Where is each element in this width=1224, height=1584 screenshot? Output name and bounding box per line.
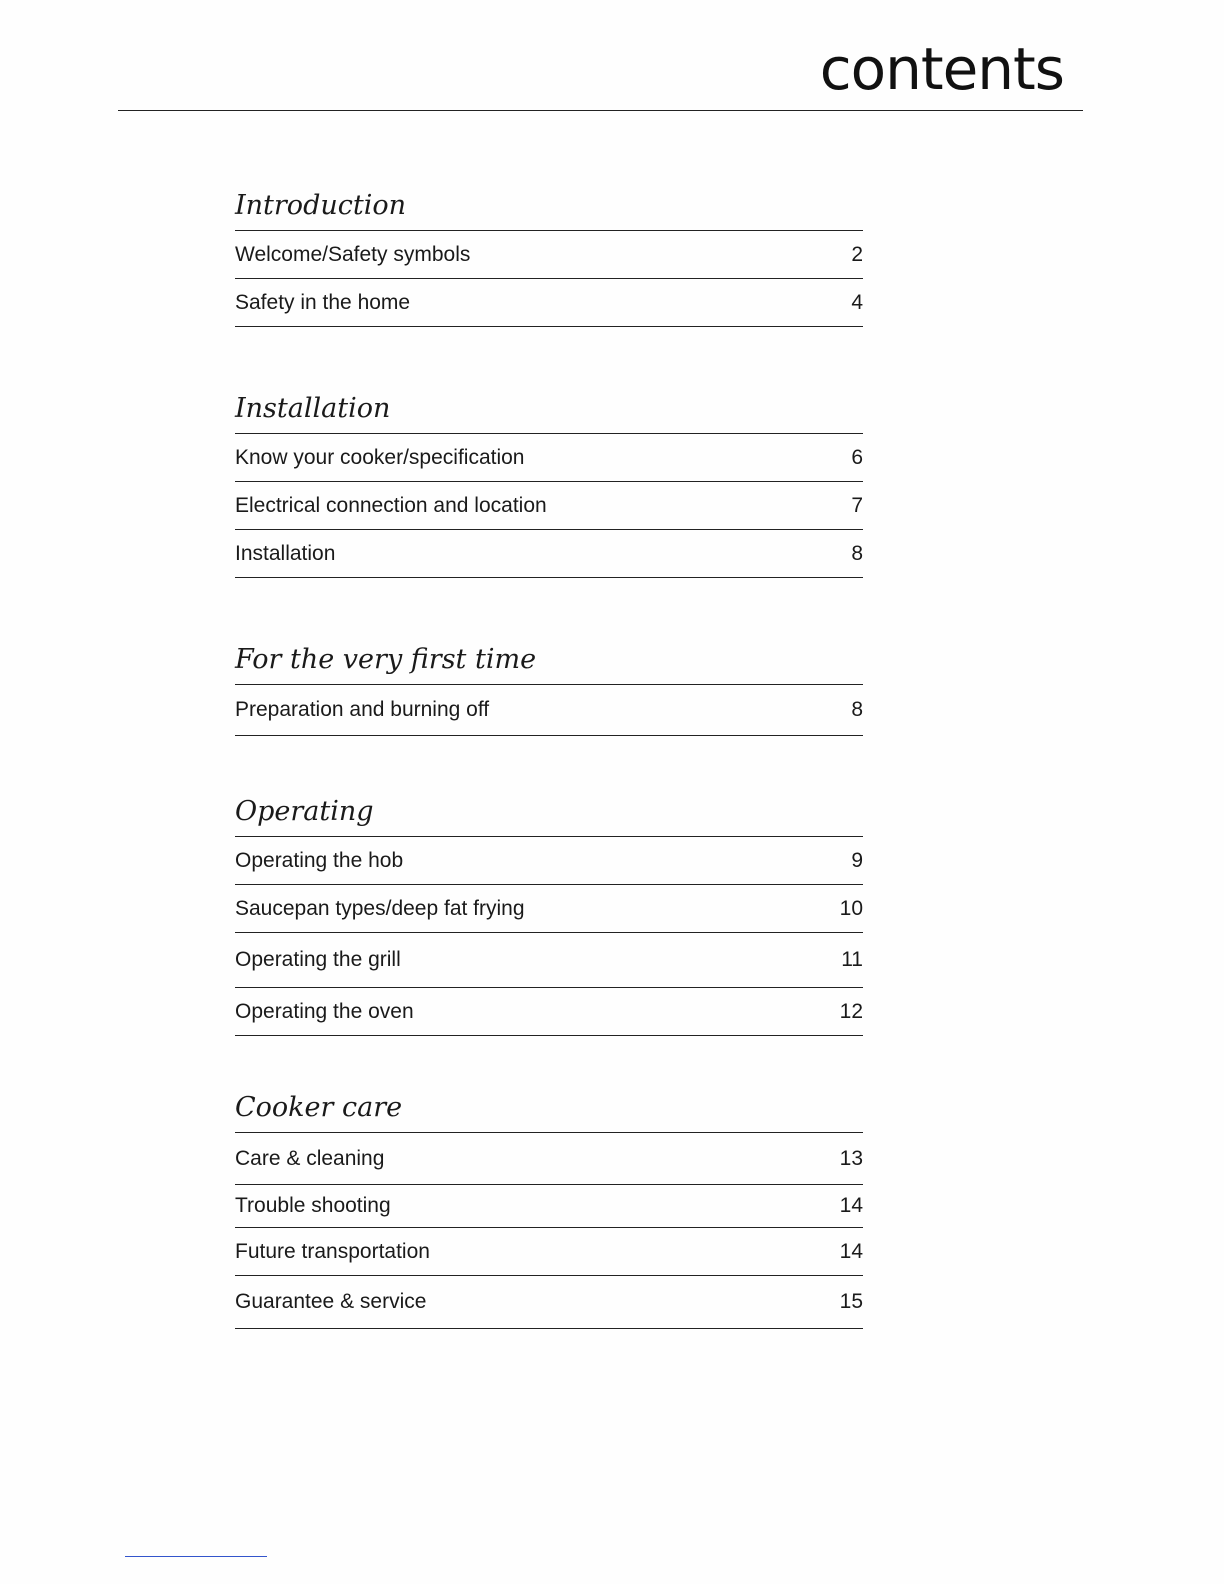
footer-divider: [125, 1556, 267, 1557]
toc-entry-page: 13: [839, 1146, 863, 1170]
toc-section-operating: [235, 788, 863, 1036]
toc-entry[interactable]: [235, 1276, 863, 1329]
toc-section-cooker-care: [235, 1084, 863, 1329]
toc-entry[interactable]: [235, 685, 863, 736]
toc-entry[interactable]: [235, 988, 863, 1036]
toc-entry[interactable]: [235, 885, 863, 933]
toc-section-installation: [235, 385, 863, 578]
toc-entry-label: Future transportation: [235, 1239, 430, 1263]
toc-entry-page: 8: [851, 698, 863, 721]
toc-entry-label: Care & cleaning: [235, 1146, 385, 1170]
toc-entry-page: 9: [851, 848, 863, 872]
toc-entry-page: 15: [839, 1290, 863, 1313]
toc-section-introduction: [235, 182, 863, 327]
toc-entry-label: Trouble shooting: [235, 1194, 391, 1217]
toc-entry-label: Operating the hob: [235, 848, 404, 872]
toc-entry-page: 11: [841, 948, 863, 971]
toc-entry-page: 8: [851, 541, 863, 565]
toc-entry-page: 7: [851, 493, 863, 517]
title-divider: [118, 110, 1083, 111]
toc-entry-label: Operating the grill: [235, 948, 401, 971]
toc-entry-label: Know your cooker/specification: [235, 445, 525, 469]
toc-entry-page: 14: [839, 1239, 863, 1263]
page-title: contents: [819, 35, 1064, 103]
toc-entry-label: Preparation and burning off: [235, 698, 490, 721]
section-heading: Operating: [235, 788, 863, 837]
toc-entry-page: 14: [839, 1194, 863, 1217]
toc-entry[interactable]: [235, 933, 863, 988]
toc-section-first-time: [235, 636, 863, 736]
toc-entry[interactable]: [235, 482, 863, 530]
toc-entry[interactable]: [235, 434, 863, 482]
toc-entry[interactable]: [235, 279, 863, 327]
toc-entry[interactable]: [235, 530, 863, 578]
toc-entry-page: 4: [851, 290, 863, 314]
toc-entry-label: Electrical connection and location: [235, 493, 547, 517]
toc-entry-label: Operating the oven: [235, 999, 414, 1023]
section-heading: Introduction: [235, 182, 863, 231]
toc-entry[interactable]: [235, 1185, 863, 1228]
toc-entry[interactable]: [235, 231, 863, 279]
section-heading: For the very first time: [235, 636, 863, 685]
toc-entry-label: Welcome/Safety symbols: [235, 242, 471, 266]
toc-entry-label: Installation: [235, 541, 336, 565]
toc-entry-label: Safety in the home: [235, 290, 411, 314]
toc-entry-page: 2: [851, 242, 863, 266]
toc-entry-label: Guarantee & service: [235, 1290, 427, 1313]
toc-entry-label: Saucepan types/deep fat frying: [235, 896, 525, 920]
section-heading: Cooker care: [235, 1084, 863, 1133]
toc-entry-page: 12: [839, 999, 863, 1023]
toc-entry-page: 10: [839, 896, 863, 920]
toc-entry-page: 6: [851, 445, 863, 469]
toc-entry[interactable]: [235, 1228, 863, 1276]
section-heading: Installation: [235, 385, 863, 434]
toc-entry[interactable]: [235, 837, 863, 885]
toc-entry[interactable]: [235, 1133, 863, 1185]
